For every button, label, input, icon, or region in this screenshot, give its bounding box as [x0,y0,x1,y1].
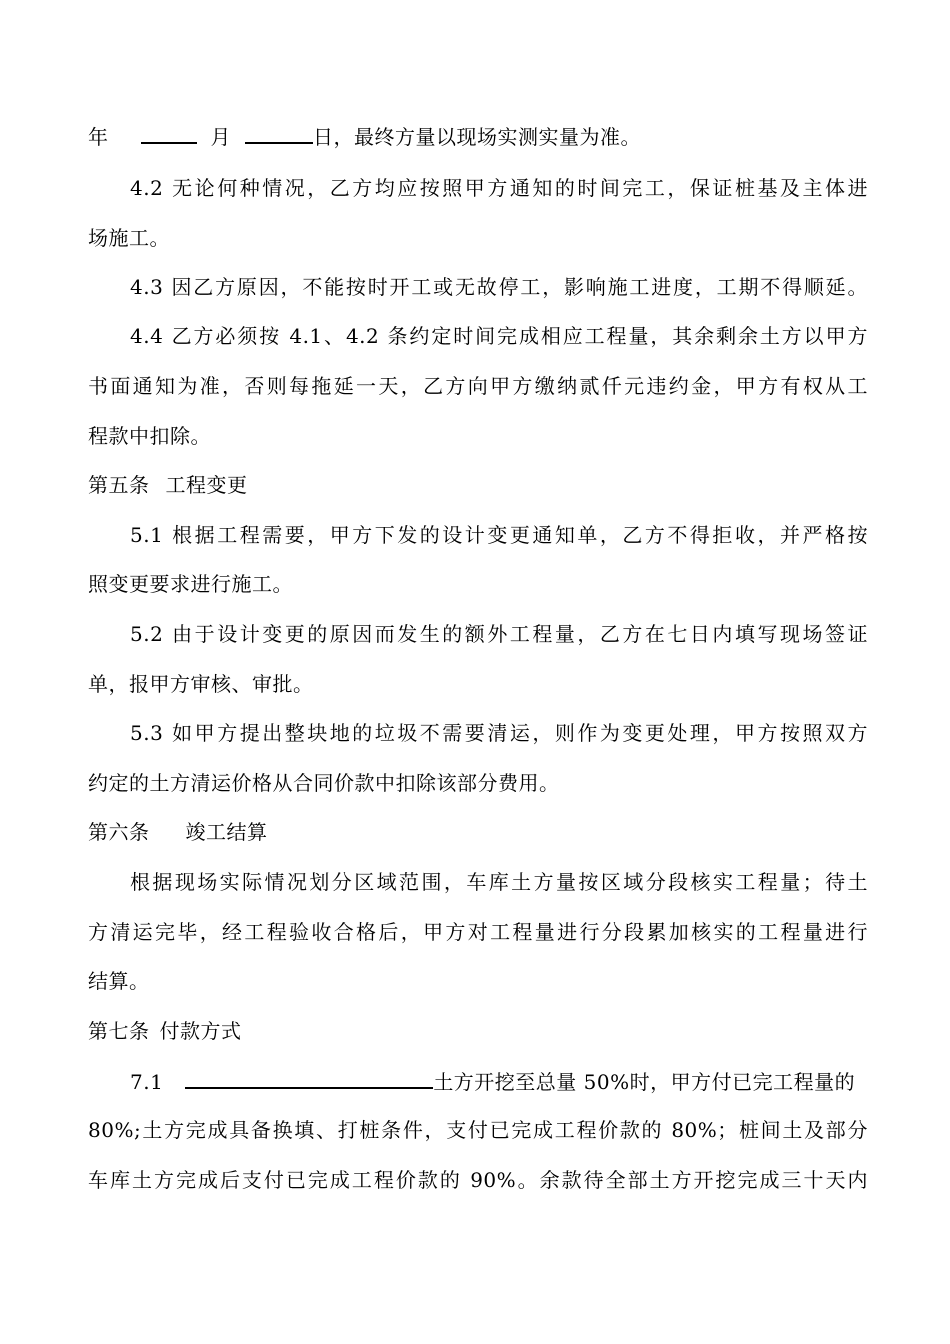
section-6-title: 竣工结算 [185,820,268,844]
clause-5-3-line-2: 约定的土方清运价格从合同价款中扣除该部分费用。 [88,771,560,795]
clause-5-1-line-2: 照变更要求进行施工。 [88,572,293,596]
section-7-heading [88,1019,868,1043]
clause-4-4-line-2: 书面通知为准，否则每拖延一天，乙方向甲方缴纳贰仟元违约金，甲方有权从工 [88,374,868,398]
section-7-title: 付款方式 [159,1019,242,1043]
section-5-number: 第五条 [88,473,150,497]
section-7-number: 第七条 [88,1019,150,1043]
year-char: 年 [88,125,109,149]
month-char: 月 [210,125,231,149]
clause-5-1-line-1: 5.1 根据工程需要，甲方下发的设计变更通知单，乙方不得拒收，并严格按 [130,523,868,547]
clause-4-2-line-1: 4.2 无论何种情况，乙方均应按照甲方通知的时间完工，保证桩基及主体进 [130,176,868,200]
payment-blank [185,1069,433,1089]
clause-4-4-line-1: 4.4 乙方必须按 4.1、4.2 条约定时间完成相应工程量，其余剩余土方以甲方 [130,324,868,348]
clause-7-1-line-1 [130,1069,868,1094]
text-line-date [88,124,868,149]
clause-5-3-line-1: 5.3 如甲方提出整块地的垃圾不需要清运，则作为变更处理，甲方按照双方 [130,721,868,745]
clause-7-1-line-2: 80%;土方完成具备换填、打桩条件，支付已完成工程价款的 80%；桩间土及部分 [88,1118,868,1142]
section-6-para-line-3: 结算。 [88,969,150,993]
section-6-heading [88,820,868,844]
clause-5-2-line-2: 单，报甲方审核、审批。 [88,672,314,696]
section-6-number: 第六条 [88,820,150,844]
clause-4-2-line-2: 场施工。 [88,226,170,250]
clause-4-4-line-3: 程款中扣除。 [88,424,211,448]
clause-4-3-line-1: 4.3 因乙方原因，不能按时开工或无故停工，影响施工进度，工期不得顺延。 [130,275,868,299]
section-6-para-line-2: 方清运完毕，经工程验收合格后，甲方对工程量进行分段累加核实的工程量进行 [88,920,868,944]
day-blank [245,124,313,144]
section-5-heading [88,473,868,497]
clause-7-1-line-3: 车库土方完成后支付已完成工程价款的 90%。余款待全部土方开挖完成三十天内 [88,1168,868,1192]
clause-7-1-number: 7.1 [130,1070,164,1094]
section-5-title: 工程变更 [165,473,248,497]
section-6-para-line-1: 根据现场实际情况划分区域范围，车库土方量按区域分段核实工程量；待土 [130,870,868,894]
date-sentence: 日，最终方量以现场实测实量为准。 [313,125,641,149]
month-blank [141,124,197,144]
clause-5-2-line-1: 5.2 由于设计变更的原因而发生的额外工程量，乙方在七日内填写现场签证 [130,622,868,646]
clause-7-1-text: 土方开挖至总量 50%时，甲方付已完工程量的 [433,1070,856,1094]
